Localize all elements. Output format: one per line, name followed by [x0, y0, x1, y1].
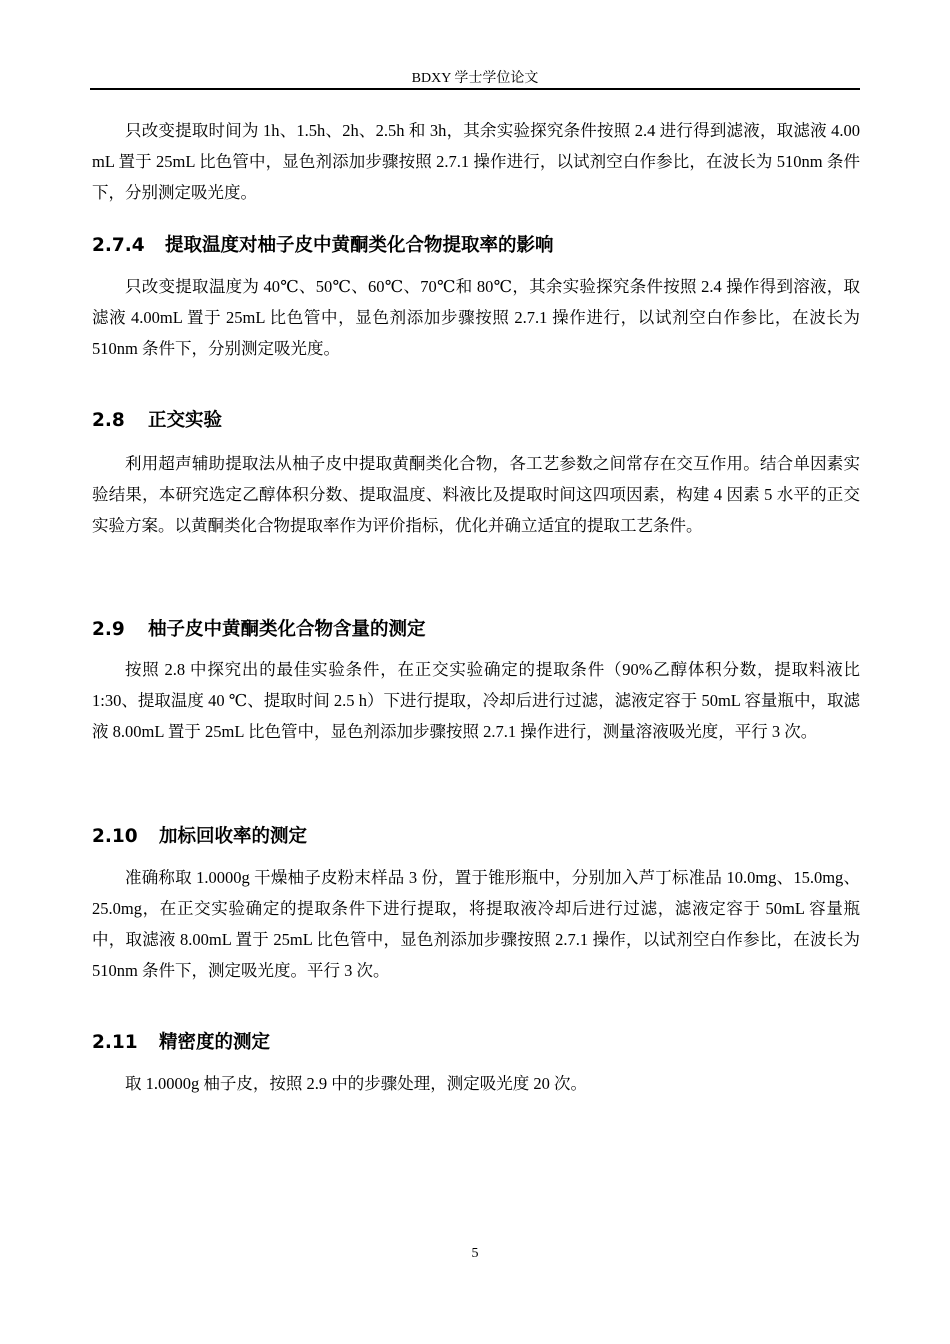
section-number: 2.8 — [92, 410, 125, 431]
section-number: 2.11 — [92, 1032, 138, 1053]
section-heading-2-9 — [92, 617, 426, 643]
body-paragraph: 利用超声辅助提取法从柚子皮中提取黄酮类化合物，各工艺参数之间常存在交互作用。结合单因素实验结果，本研究选定乙醇体积分数、提取温度、料液比及提取时间这四项因素，构建 4 因素 5 水平的正交实验方案。以黄酮类化合物提取率作为评价指标，优化并确立适宜的提取工艺条件。 — [92, 454, 860, 535]
body-paragraph: 按照 2.8 中探究出的最佳实验条件，在正交实验确定的提取条件（90%乙醇体积分数，提取料液比 1:30、提取温度 40 ℃、提取时间 2.5 h）下进行提取，冷却后进行过滤，滤液定容于 50mL 容量瓶中，取滤液 8.00mL 置于 25mL 比色管中，显色剂添加步骤按照 2.7.1 操作进行，测量溶液吸光度，平行 3 次。 — [92, 660, 860, 741]
header-divider — [90, 88, 860, 90]
page-number: 5 — [471, 1246, 479, 1261]
section-heading-2-8 — [92, 408, 222, 434]
section-heading-2-10 — [92, 824, 307, 850]
section-title: 精密度的测定 — [159, 1032, 271, 1053]
section-number: 2.10 — [92, 826, 138, 847]
section-title: 提取温度对柚子皮中黄酮类化合物提取率的影响 — [165, 235, 554, 256]
body-paragraph: 只改变提取温度为 40℃、50℃、60℃、70℃和 80℃，其余实验探究条件按照 2.4 操作得到溶液，取滤液 4.00mL 置于 25mL 比色管中，显色剂添加步骤按照 2.7.1 操作进行，以试剂空白作参比，在波长为 510nm 条件下，分别测定吸光度。 — [92, 277, 860, 358]
section-heading-2-11 — [92, 1030, 270, 1056]
section-number: 2.7.4 — [92, 235, 145, 256]
section-title: 正交实验 — [148, 410, 223, 431]
section-heading-2-7-4 — [92, 233, 554, 259]
section-title: 柚子皮中黄酮类化合物含量的测定 — [148, 619, 426, 640]
body-paragraph: 取 1.0000g 柚子皮，按照 2.9 中的步骤处理，测定吸光度 20 次。 — [125, 1074, 587, 1093]
body-paragraph: 准确称取 1.0000g 干燥柚子皮粉末样品 3 份，置于锥形瓶中，分别加入芦丁标准品 10.0mg、15.0mg、25.0mg，在正交实验确定的提取条件下进行提取，将提取液冷却后进行过滤，滤液定容于 50mL 容量瓶中，取滤液 8.00mL 置于 25mL 比色管中，显色剂添加步骤按照 2.7.1 操作，以试剂空白作参比，在波长为 510nm 条件下，测定吸光度。平行 3 次。 — [92, 868, 860, 980]
body-paragraph: 只改变提取时间为 1h、1.5h、2h、2.5h 和 3h，其余实验探究条件按照 2.4 进行得到滤液，取滤液 4.00 mL 置于 25mL 比色管中，显色剂添加步骤按照 2.7.1 操作进行，以试剂空白作参比，在波长为 510nm 条件下，分别测定吸光度。 — [92, 121, 860, 202]
page-header-title: BDXY 学士学位论文 — [411, 71, 539, 86]
section-title: 加标回收率的测定 — [159, 826, 308, 847]
section-number: 2.9 — [92, 619, 125, 640]
